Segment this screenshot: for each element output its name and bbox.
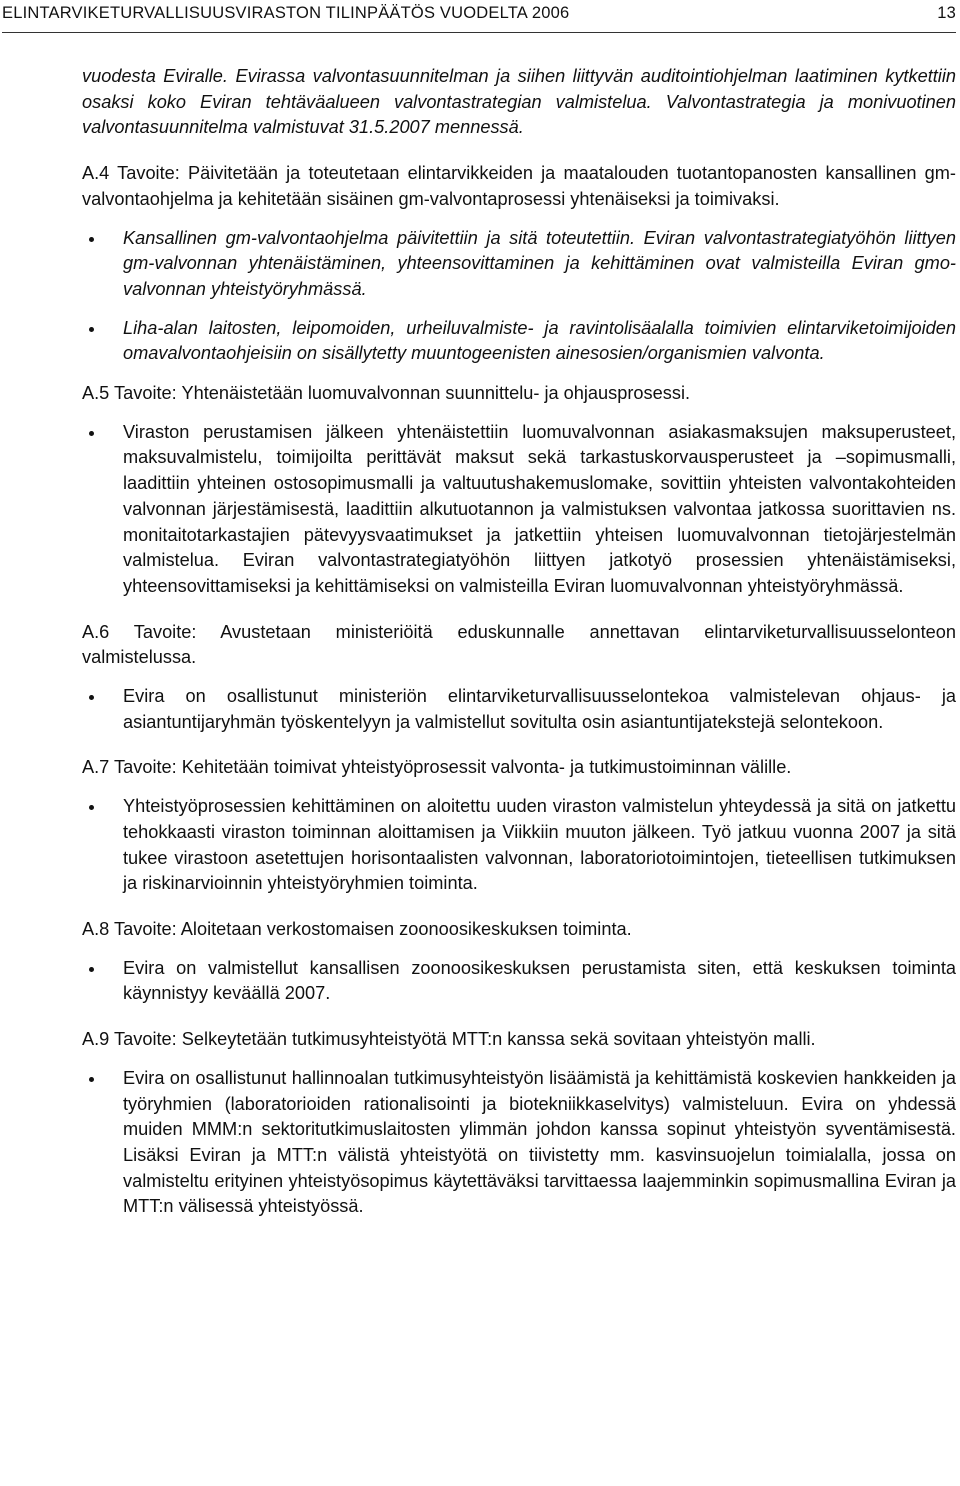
section-heading <box>82 1027 956 1053</box>
page-number: 13 <box>937 4 956 22</box>
section-id: A.7 <box>82 757 110 778</box>
section-heading <box>82 917 956 943</box>
document-title: ELINTARVIKETURVALLISUUSVIRASTON TILINPÄÄTÖS VUODELTA 2006 <box>2 4 570 22</box>
bullet-text: Viraston perustamisen jälkeen yhtenäistettiin luomuvalvonnan asiakasmaksujen maksuperusteet, maksuvalmistelu, toimijoilta perittävät maksut sekä tarkastuskorvausperusteet ja –sopimusmalli, laadittiin yhteinen ostosopimusmalli ja valtuutushakemuslomake, sovittiin yhteisten valvontakohteiden valvonnan järjestämisestä, laadittiin alkutuotannon ja valmistuksen valvontaa jatkossa suorittavien ns. monitaitotarkastajien pätevyysvaatimukset ja jatkettiin yhteisen luomuvalvonnan tietojärjestelmän valmistelua. Eviran valvontastrategiatyöhön liittyen jatkotyö prosessien yhtenäistämiseksi, yhteensovittamiseksi ja kehittämiseksi on valmisteilla Eviran luomuvalvonnan yhteistyöryhmässä. <box>123 421 956 596</box>
section-heading <box>82 161 956 212</box>
section-a4 <box>82 161 956 367</box>
bullet-icon <box>89 695 94 700</box>
bullet-text: Evira on osallistunut hallinnoalan tutkimusyhteistyön lisäämistä ja kehittämistä koskevien hankkeiden ja työryhmien (laboratorioiden rationalisointi ja biotekniikkaselvitys) valmisteluun. Evira on yhdessä muiden MMM:n sektoritutkimuslaitosten ylimmän johdon kanssa sopinut yhteistyön syventämisestä. Lisäksi Eviran ja MTT:n välistä yhteistyötä on tiivistetty mm. kasvinsuojelun toimialalla, jossa on valmisteltu erityinen yhteistyösopimus käytettäväksi tarvittaessa laajemminkin sopimusmallina Eviran ja MTT:n välisessä yhteistyössä. <box>123 1067 956 1217</box>
section-a8 <box>82 917 956 1007</box>
running-header <box>2 4 956 33</box>
section-text: Kehitetään toimivat yhteistyöprosessit valvonta- ja tutkimustoiminnan välille. <box>181 757 792 778</box>
bullet-list <box>82 1066 956 1220</box>
section-id: A.6 <box>82 621 110 642</box>
bullet-icon <box>89 237 94 242</box>
bullet-list <box>82 420 956 600</box>
section-heading <box>82 620 956 671</box>
bullet-list <box>82 684 956 735</box>
bullet-text: Kansallinen gm-valvontaohjelma päivitettiin ja sitä toteutettiin. Eviran valvontastrategiatyöhön liittyen gm-valvonnan yhtenäistäminen, yhteensovittaminen ja kehittäminen ovat valmisteilla Eviran gmo-valvonnan yhteistyöryhmässä. <box>123 227 956 299</box>
section-a9 <box>82 1027 956 1220</box>
section-label: Tavoite: <box>114 1029 177 1050</box>
bullet-icon <box>89 1077 94 1082</box>
bullet-icon <box>89 805 94 810</box>
section-label: Tavoite: <box>117 163 180 184</box>
page-content <box>82 64 956 1220</box>
list-item <box>82 316 956 367</box>
list-item <box>82 794 956 897</box>
section-id: A.4 <box>82 163 110 184</box>
section-id: A.8 <box>82 918 110 939</box>
section-heading <box>82 755 956 781</box>
section-text: Päivitetään ja toteutetaan elintarvikkeiden ja maatalouden tuotantopanosten kansallinen gm-valvontaohjelma ja kehitetään sisäinen gm-valvontaprosessi yhtenäiseksi ja toimivaksi. <box>82 163 956 209</box>
list-item <box>82 956 956 1007</box>
section-text: Selkeytetään tutkimusyhteistyötä MTT:n kanssa sekä sovitaan yhteistyön malli. <box>181 1029 816 1050</box>
bullet-icon <box>89 967 94 972</box>
section-label: Tavoite: <box>114 757 177 778</box>
bullet-list <box>82 226 956 368</box>
intro-paragraph <box>82 64 956 141</box>
section-label: Tavoite: <box>114 918 177 939</box>
bullet-icon <box>89 431 94 436</box>
section-text: Yhtenäistetään luomuvalvonnan suunnittelu- ja ohjausprosessi. <box>181 383 691 404</box>
list-item <box>82 684 956 735</box>
section-id: A.9 <box>82 1029 110 1050</box>
section-a7 <box>82 755 956 897</box>
bullet-text: Evira on valmistellut kansallisen zoonoosikeskuksen perustamista siten, että keskuksen toiminta käynnistyy keväällä 2007. <box>123 957 956 1004</box>
section-label: Tavoite: <box>114 383 177 404</box>
list-item <box>82 420 956 600</box>
section-text: Aloitetaan verkostomaisen zoonoosikeskuksen toiminta. <box>180 918 632 939</box>
bullet-list <box>82 794 956 897</box>
section-text: Avustetaan ministeriöitä eduskunnalle annettavan elintarviketurvallisuusselonteon valmistelussa. <box>82 621 956 668</box>
bullet-icon <box>89 327 94 332</box>
bullet-list <box>82 956 956 1007</box>
bullet-text: Evira on osallistunut ministeriön elintarviketurvallisuusselontekoa valmistelevan ohjaus- ja asiantuntijaryhmän työskentelyyn ja valmistellut sovitulta osin asiantuntijatekstejä selontekoon. <box>123 686 956 732</box>
section-a6 <box>82 620 956 736</box>
bullet-text: Yhteistyöprosessien kehittäminen on aloitettu uuden viraston valmistelun yhteydessä ja sitä on jatkettu tehokkaasti viraston toiminnan aloittamisen ja Viikkiin muuton jälkeen. Työ jatkuu vuonna 2007 ja sitä tukee virastoon asetettujen horisontaalisten valvonnan, laboratoriotoimintojen, tieteellisen tutkimuksen ja riskinarvioinnin yhteistyöryhmien toiminta. <box>123 796 956 894</box>
section-id: A.5 <box>82 383 110 404</box>
section-label: Tavoite: <box>133 621 197 642</box>
bullet-text: Liha-alan laitosten, leipomoiden, urheiluvalmiste- ja ravintolisäalalla toimivien elintarviketoimijoiden omavalvontaohjeisiin on sisällytetty muuntogeenisten ainesosien/organismien valvonta. <box>123 317 956 364</box>
intro-text: vuodesta Eviralle. Evirassa valvontasuunnitelman ja siihen liittyvän auditointiohjelman laatiminen kytkettiin osaksi koko Eviran tehtäväalueen valvontastrategian valmistelua. Valvontastrategia ja monivuotinen valvontasuunnitelma valmistuvat 31.5.2007 mennessä. <box>82 66 956 138</box>
list-item <box>82 1066 956 1220</box>
section-heading <box>82 381 956 407</box>
list-item <box>82 226 956 303</box>
section-a5 <box>82 381 956 600</box>
